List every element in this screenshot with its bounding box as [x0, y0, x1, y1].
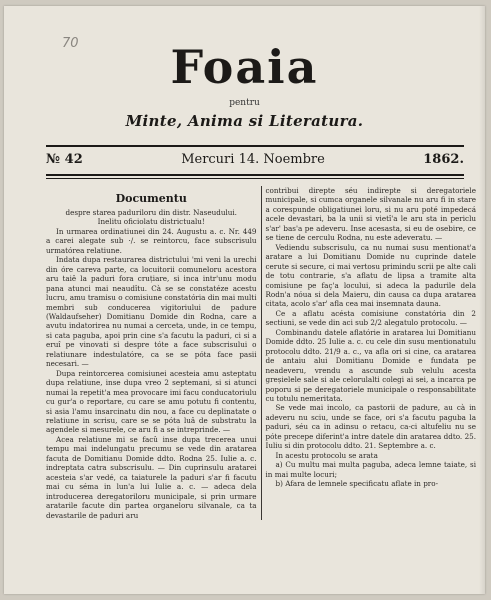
paragraph: Dupa reintorcerea comisiunei acesteia amu asteptatu dupa relatiune, inse dupa vreo 2 septemani, si si atunci numai la repetit'a mea provocare imi facu conducatoriulu cu gur'a o reportare, cu care se amu potutu fi contentu, si asia l'amu insarcinatu din nou, a face cu deplinatate o relatiune in scrisu, care se se póta luâ de substratu la agendele si mesurele, ce aru fi a se intreprinde. — [46, 368, 257, 435]
newspaper-title: Foaia [170, 40, 319, 94]
issue-info [46, 152, 464, 167]
bottom-rule-thin [46, 178, 464, 179]
paragraph: In urmarea ordinatiunei din 24. Augustu a. c. Nr. 449 a carei alegate sub ·/. se reintorcu, face subscrisulu urmatórea relatiune. [46, 226, 257, 255]
issue-number: № 42 [46, 152, 83, 167]
issue-year: 1862. [423, 152, 464, 167]
left-column [46, 186, 261, 520]
pencil-annotation: 70 [62, 36, 79, 51]
issue-date: Mercuri 14. Noembre [181, 152, 325, 167]
paragraph: Ce a aflatu acésta comisiune constatória din 2 sectiuni, se vede din aci sub 2/2 alegatulo protocolu. — [265, 308, 476, 328]
newspaper-page [4, 6, 485, 594]
article-columns [46, 186, 476, 520]
list-item: b) Afara de lemnele specificatu aflate in pro- [275, 479, 439, 489]
paragraph: Se vede mai incolo, ca pastorii de padure, au cà in adeveru nu sciu, unde se face, ori s'a facutu paguba la paduri, séu ca in adinsu o retacu, ca-ci altufeliu nu se póte precepe diferint'a intre datele din aratarea ddto. 25. Iuliu si din protocolu ddto. 21. Septembre a. c. [265, 403, 476, 451]
top-rule [46, 145, 464, 147]
paragraph: contribui direpte séu indirepte si deregatoriele municipale, si cumca organele silvanale nu aru fi in stare a corespunde obligatiunei loru, si nu aru poté impedecá acele devastari, ba la unii si vietî'a le aru sta in periclu s'ar' bas'a pe adeveru. Inse acesasta, si eu de osebire, ce se tiene de cerculu Rodna, nu este adeveratu. — [265, 186, 476, 243]
page-edge-shadow [479, 6, 485, 594]
article-subheading: despre starea paduriloru din distr. Naseudului. [65, 208, 237, 217]
list-item: a) Cu multu mai multa paguba, adeca lemne taiate, si in mai multe locuri; [265, 460, 476, 479]
article-heading: Documentu [115, 192, 187, 205]
bottom-rule-thick [46, 174, 464, 176]
paragraph: In acestu protocolu se arata [275, 450, 378, 460]
paragraph: Acea relatiune mi se facû inse dupa trecerea unui tempu mai indelungatu precumu se vede din aratarea facuta de Domitianu Domide ddto. Rodna 25. Iulie a. c. indreptata catra subscrisulu. — Din cuprinsulu aratarei acesteia s'ar vedé, ca taiaturele la paduri s'ar fi facutu mai cu séma in lun'a lui Iulie a. c. — adeca dela introducerea deregatoriloru municipale, si prin urmare aratarile facute din partea organeloru silvanale, ca ta devastarile de paduri aru [46, 434, 257, 520]
paragraph: Vediendu subscrisulu, ca nu numai susu mentionat'a aratare a lui Domitianu Domide nu cuprinde datele cerute si secure, ci mai vertosu primindu scrii pe alte cali de totu contrarie, s'a aflatu de lipsa a tramite alta comisiune pe faç'a locului, si adeca la padurile dela Rodn'a nóua si dela Maieru, din causa ca dupa aratarea citata, acolo s'ar' afla cea mai insemnata dauna. [265, 242, 476, 309]
title-connector: pentru [229, 98, 260, 108]
right-column [261, 186, 477, 520]
article-salutation: Inelitu oficiolatu districtualu! [97, 217, 205, 227]
paragraph: Combinandu datele aflatórie in aratarea lui Domitianu Domide ddto. 25 Iulie a. c. cu cele din susu mentionatulu protocolu ddto. 21/9 a. c., va afla ori si cine, ca aratarea de antaiu alui Domitianu Domide e fundata pe neadeveru, vrendu a ascunde sub velulu acesta greșielele sale si ale celorulalti colegi ai sei, a incarca pe poporu si pe deregatoriele municipale o responsabilitate cu totulu nemeritata. [265, 327, 476, 403]
newspaper-subtitle: Minte, Anima si Literatura. [125, 112, 364, 130]
paragraph: Indata dupa restaurarea districtului 'mi veni la urechi din óre careva parte, ca locuitorii comuneloru acestora aru taiê la paduri fora cruțiare, si inca intr'unu modu pana atunci mai neaudîtu. Cà se se constatéze acestu lucru, amu tramisu o comisiune constatória din mai multi membri sub conducerea vigitoriului de padure (Waldaufseher) Domitianu Domide din Rodna, care a avutu indatorirea nu numai a cerceta, unde, in ce tempu, si cata paguba, apoi prin cine s'a facutu la paduri, ci si a eruî pe vinovati si despre tóte a face subscrisului o relatiunare indestulatóre, ca se se póta face pasii necesari. — [46, 255, 257, 369]
